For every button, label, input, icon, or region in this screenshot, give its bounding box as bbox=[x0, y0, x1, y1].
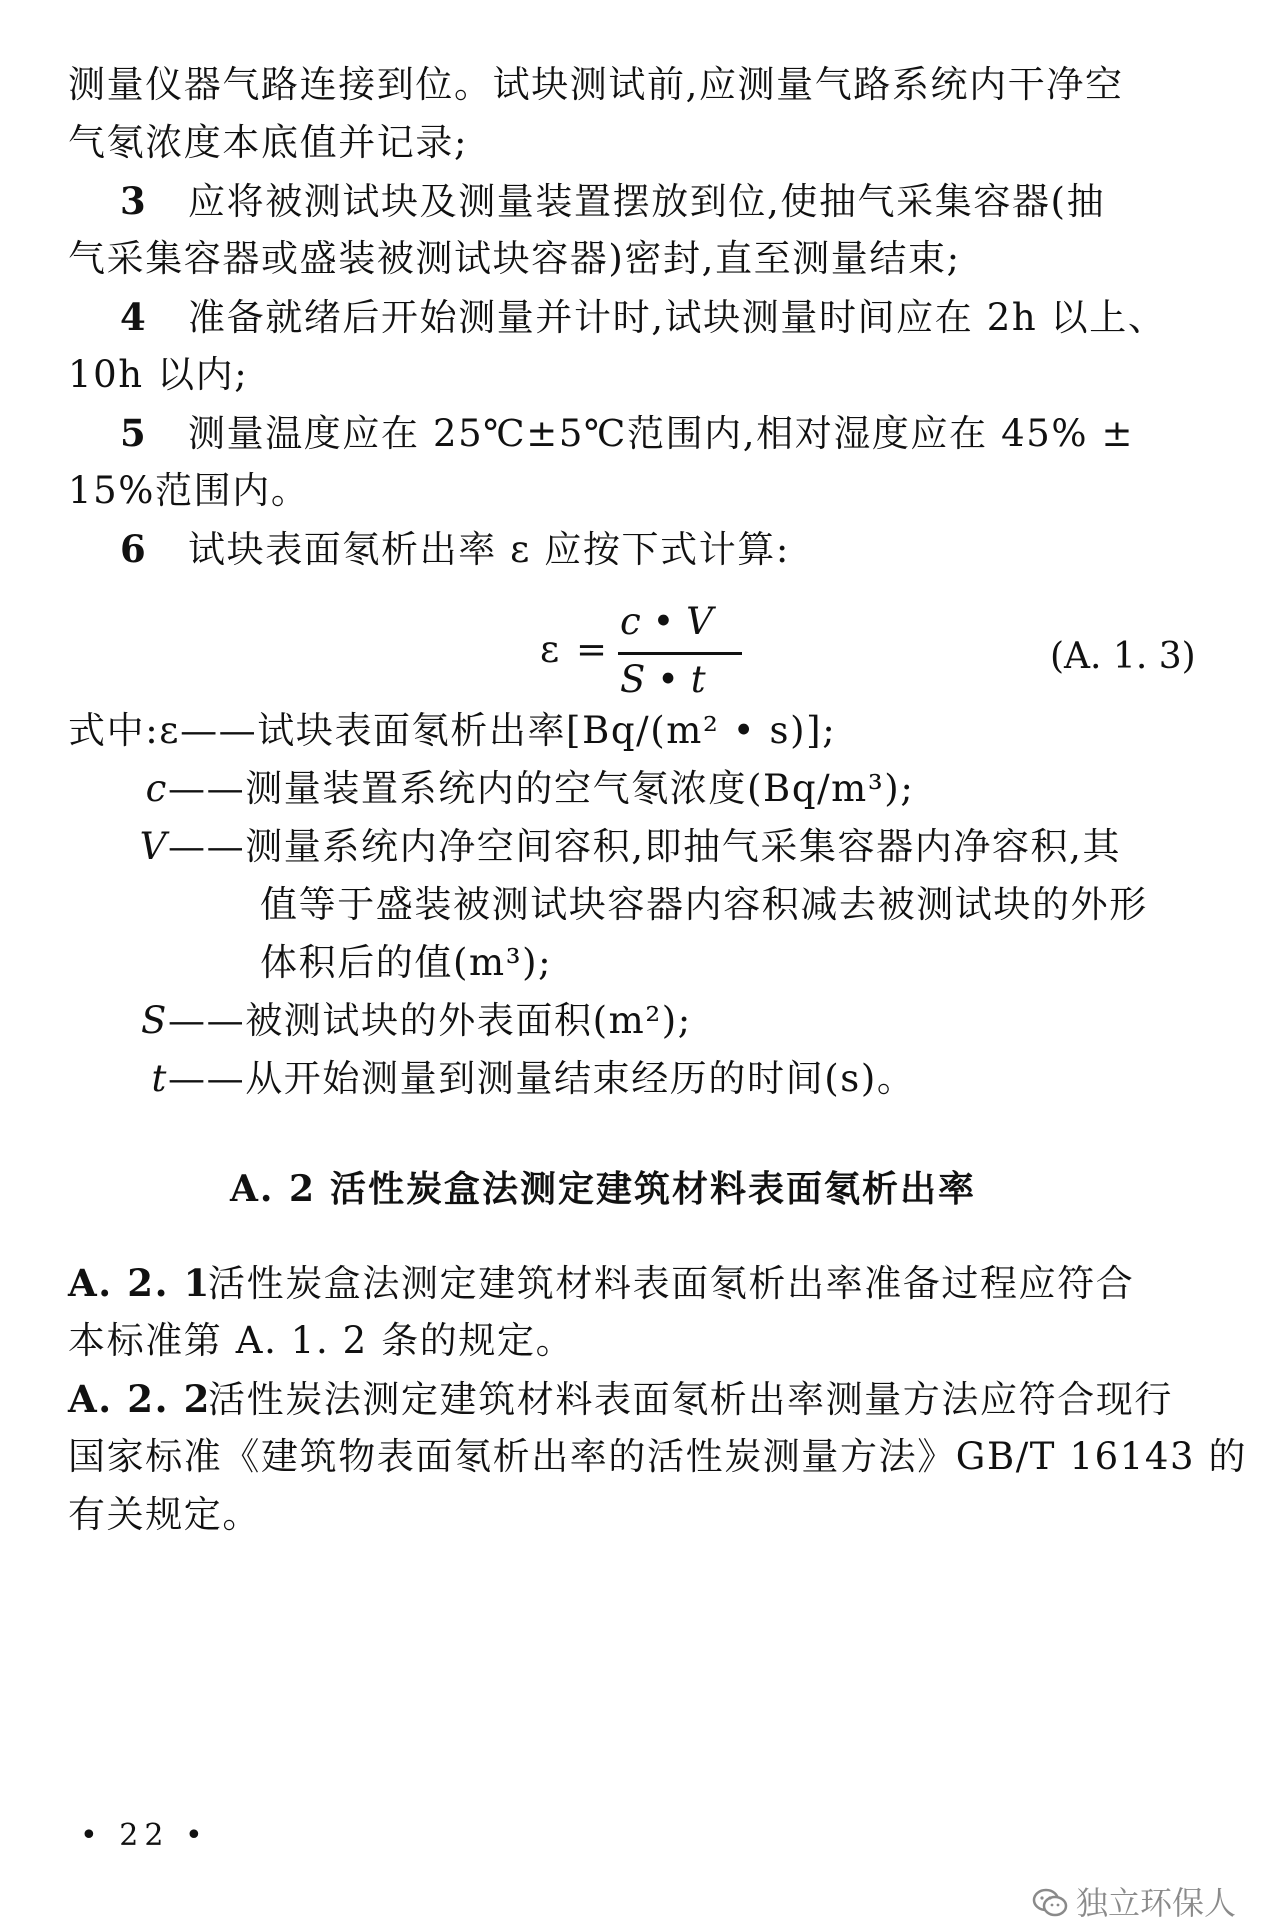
fraction-bar bbox=[618, 652, 742, 655]
equation-denominator: S • t bbox=[620, 658, 706, 701]
definition-continuation: 体积后的值(m³); bbox=[260, 941, 553, 984]
item-text: 测量温度应在 25℃±5℃范围内,相对湿度应在 45% ± bbox=[188, 412, 1135, 455]
equals-sign: = bbox=[576, 628, 608, 671]
page-number: • 22 • bbox=[80, 1818, 209, 1853]
text-line: 测量仪器气路连接到位。试块测试前,应测量气路系统内干净空 bbox=[68, 63, 1124, 106]
section-heading bbox=[230, 1160, 1130, 1218]
clause-text: 活性炭盒法测定建筑材料表面氡析出率准备过程应符合 bbox=[208, 1262, 1135, 1305]
definition-text: ——测量装置系统内的空气氡浓度(Bq/m³); bbox=[168, 767, 915, 810]
definition-text: ——测量系统内净空间容积,即抽气采集容器内净容积,其 bbox=[168, 825, 1122, 868]
item-number: 5 bbox=[120, 411, 148, 455]
definition-symbol: V bbox=[139, 825, 168, 868]
equation-number: (A. 1. 3) bbox=[1050, 636, 1196, 677]
wechat-icon bbox=[1032, 1888, 1068, 1926]
clause-number: A. 2. 2 bbox=[68, 1377, 211, 1421]
text-line: 有关规定。 bbox=[68, 1493, 261, 1536]
list-item-6 bbox=[68, 520, 1198, 579]
clause-a21 bbox=[68, 1254, 1198, 1313]
item-text: 应将被测试块及测量装置摆放到位,使抽气采集容器(抽 bbox=[188, 180, 1106, 223]
item-text: 试块表面氡析出率 ε 应按下式计算: bbox=[188, 528, 790, 571]
definition-text: ——被测试块的外表面积(m²); bbox=[168, 999, 692, 1042]
list-item-4 bbox=[68, 288, 1198, 347]
definition-S bbox=[68, 992, 1198, 1050]
clause-number: A. 2. 1 bbox=[68, 1261, 211, 1305]
text-line: 气氡浓度本底值并记录; bbox=[68, 121, 469, 164]
definition-lead: 式中: bbox=[68, 709, 160, 752]
clause-a22 bbox=[68, 1370, 1198, 1429]
equation-numerator: c • V bbox=[620, 600, 713, 643]
definition-symbol: c bbox=[145, 767, 168, 810]
equation bbox=[540, 600, 760, 710]
definition-c bbox=[68, 760, 1198, 818]
clause-text: 活性炭法测定建筑材料表面氡析出率测量方法应符合现行 bbox=[208, 1378, 1173, 1421]
text-line: 本标准第 A. 1. 2 条的规定。 bbox=[68, 1319, 575, 1362]
equation-lhs: ε bbox=[540, 628, 560, 671]
watermark bbox=[1032, 1878, 1236, 1926]
item-text: 准备就绪后开始测量并计时,试块测量时间应在 2h 以上、 bbox=[188, 296, 1167, 339]
definition-V bbox=[68, 818, 1198, 876]
watermark-text: 独立环保人 bbox=[1076, 1884, 1237, 1922]
section-number: A. 2 bbox=[230, 1168, 317, 1210]
definition-text: ——从开始测量到测量结束经历的时间(s)。 bbox=[168, 1057, 916, 1100]
text-line: 气采集容器或盛装被测试块容器)密封,直至测量结束; bbox=[68, 237, 961, 280]
item-number: 3 bbox=[120, 179, 148, 223]
definition-eps bbox=[68, 702, 1198, 760]
item-number: 6 bbox=[120, 527, 148, 571]
list-item-3 bbox=[68, 172, 1198, 231]
definition-continuation: 值等于盛装被测试块容器内容积减去被测试块的外形 bbox=[260, 883, 1148, 926]
definition-text: ——试块表面氡析出率[Bq/(m² • s)]; bbox=[180, 709, 837, 752]
definition-symbol: S bbox=[141, 999, 168, 1042]
definition-symbol: ε bbox=[159, 709, 181, 752]
text-line: 10h 以内; bbox=[68, 353, 249, 396]
definition-t bbox=[68, 1050, 1198, 1108]
text-line: 国家标准《建筑物表面氡析出率的活性炭测量方法》GB/T 16143 的 bbox=[68, 1435, 1248, 1478]
item-number: 4 bbox=[120, 295, 148, 339]
list-item-5 bbox=[68, 404, 1198, 463]
definition-symbol: t bbox=[151, 1057, 168, 1100]
section-title: 活性炭盒法测定建筑材料表面氡析出率 bbox=[330, 1168, 977, 1210]
text-line: 15%范围内。 bbox=[68, 469, 310, 512]
